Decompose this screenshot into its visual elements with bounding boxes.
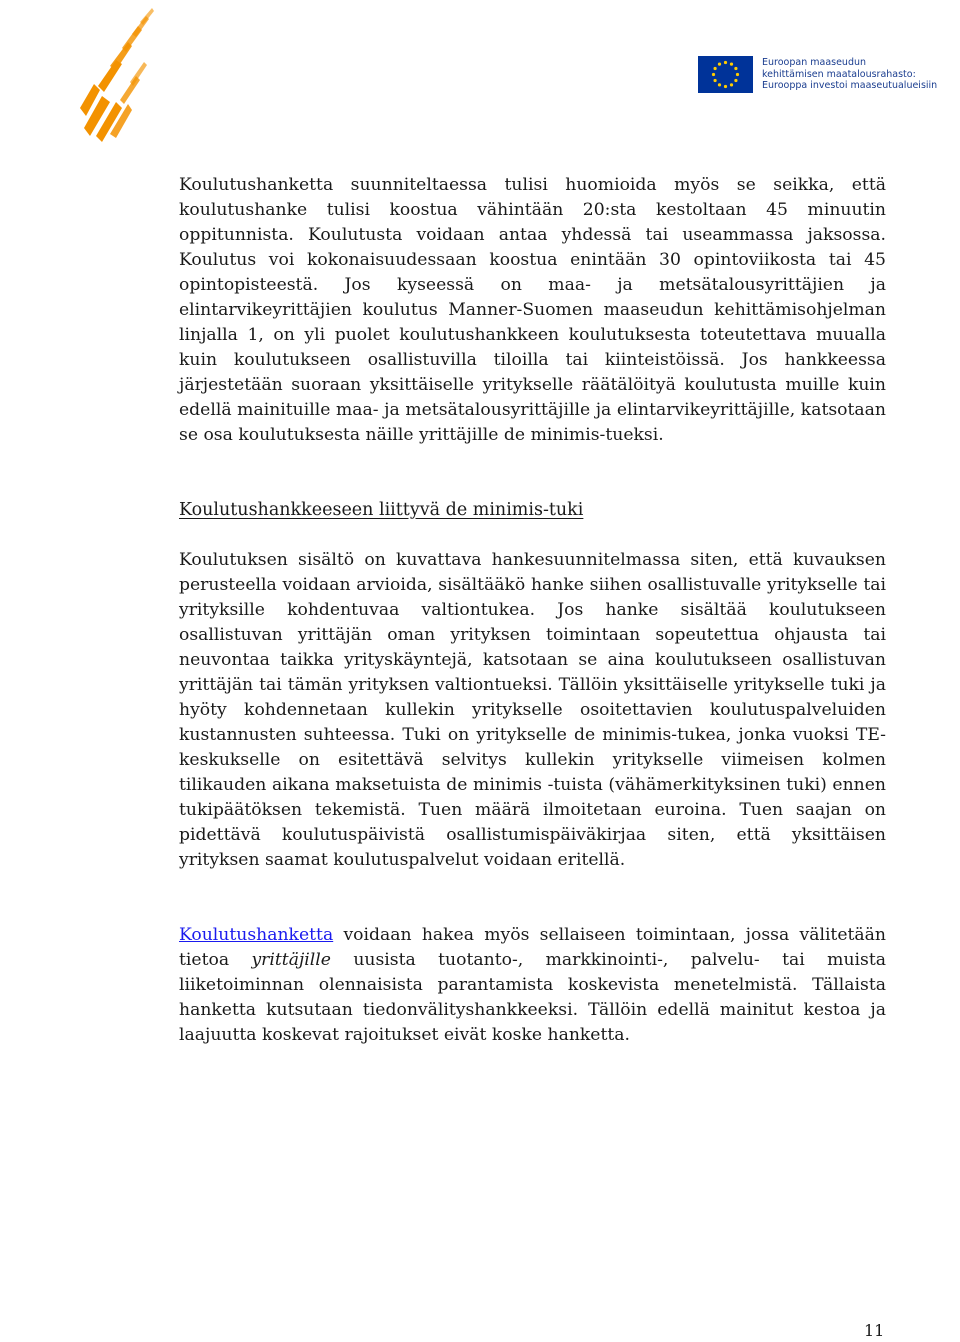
eu-funding-text <box>762 57 938 92</box>
eu-flag-icon <box>698 56 753 93</box>
paragraph-de-minimis: Koulutuksen sisältö on kuvattava hankesuunnitelmassa siten, että kuvauksen perusteella voidaan arvioida, sisältääkö hanke siihen osallistuvalle yritykselle tai yrityksille kohdentuvaa valtiontukea. Jos hanke sisältää koulutukseen osallistuvan yrittäjän oman yrityksen toimintaan sopeutettua ohjausta tai neuvontaa taikka yrityskäyntejä, katsotaan se aina koulutukseen osallistuvan yrittäjän tai tämän yrityksen valtiontueksi. Tällöin yksittäiselle yritykselle tuki ja hyöty kohdennetaan kullekin yritykselle osoitettavien koulutuspalveluiden kustannusten suhteessa. Tuki on yritykselle de minimis-tukea, jonka vuoksi TE-keskukselle on esitettävä selvitys kullekin yritykselle viimeisen kolmen tilikauden aikana maksetuista de minimis -tuista (vähämerkityksinen tuki) ennen tukipäätöksen tekemistä. Tuen määrä ilmoitetaan euroina. Tuen saajan on pidettävä koulutuspäivistä osallistumispäiväkirjaa siten, että yksittäisen yrityksen saamat koulutuspalvelut voidaan eritellä. <box>179 550 886 870</box>
paragraph3-text-1: voidaan hakea myös sellaiseen toimintaan, jossa välitetään tietoa <box>179 925 886 970</box>
section-heading: Koulutushankkeeseen liittyvä de minimis-tuki <box>179 500 584 520</box>
eu-funding-badge <box>698 56 938 96</box>
paragraph-training-requirements: Koulutushanketta suunniteltaessa tulisi huomioida myös se seikka, että koulutushanke tulisi koostua vähintään 20:sta kestoltaan 45 minuutin oppitunnista. Koulutusta voidaan antaa yhdessä tai useammassa jaksossa. Koulutus voi kokonaisuudessaan koostua enintään 30 opintoviikosta tai 45 opintopisteestä. Jos kyseessä on maa- ja metsätalousyrittäjien ja elintarvikeyrittäjien koulutus Manner-Suomen maaseudun kehittämisohjelman linjalla 1, on yli puolet koulutushankkeen koulutuksesta toteutettava muualla kuin koulutukseen osallistuvilla tiloilla tai kiinteistöissä. Jos hankkeessa järjestetään suoraan yksittäiselle yritykselle räätälöityä koulutusta muille kuin edellä mainituille maa- ja metsätalousyrittäjille ja elintarvikeyrittäjille, katsotaan se osa koulutuksesta näille yrittäjille de minimis-tueksi. <box>179 175 886 445</box>
rural-development-logo-icon <box>76 4 160 142</box>
paragraph3-italic-term: yrittäjille <box>251 950 331 970</box>
paragraph3-text-2: uusista tuotanto-, markkinointi-, palvelu- tai muista liiketoiminnan olennaisista parantamista koskevista menetelmistä. Tällaista hanketta kutsutaan tiedonvälityshankkeeksi. Tällöin edellä mainitut kestoa ja laajuutta koskevat rajoitukset eivät koske hanketta. <box>179 950 886 1045</box>
paragraph-information-dissemination <box>179 923 886 1048</box>
koulutushanketta-link[interactable]: Koulutushanketta <box>179 925 334 945</box>
eu-text-line-2: kehittämisen maatalousrahasto: <box>762 68 916 80</box>
eu-text-line-3: Eurooppa investoi maaseutualueisiin <box>762 80 938 91</box>
page-number: 11 <box>864 1321 885 1340</box>
eu-text-line-1: Euroopan maaseudun <box>762 57 867 68</box>
